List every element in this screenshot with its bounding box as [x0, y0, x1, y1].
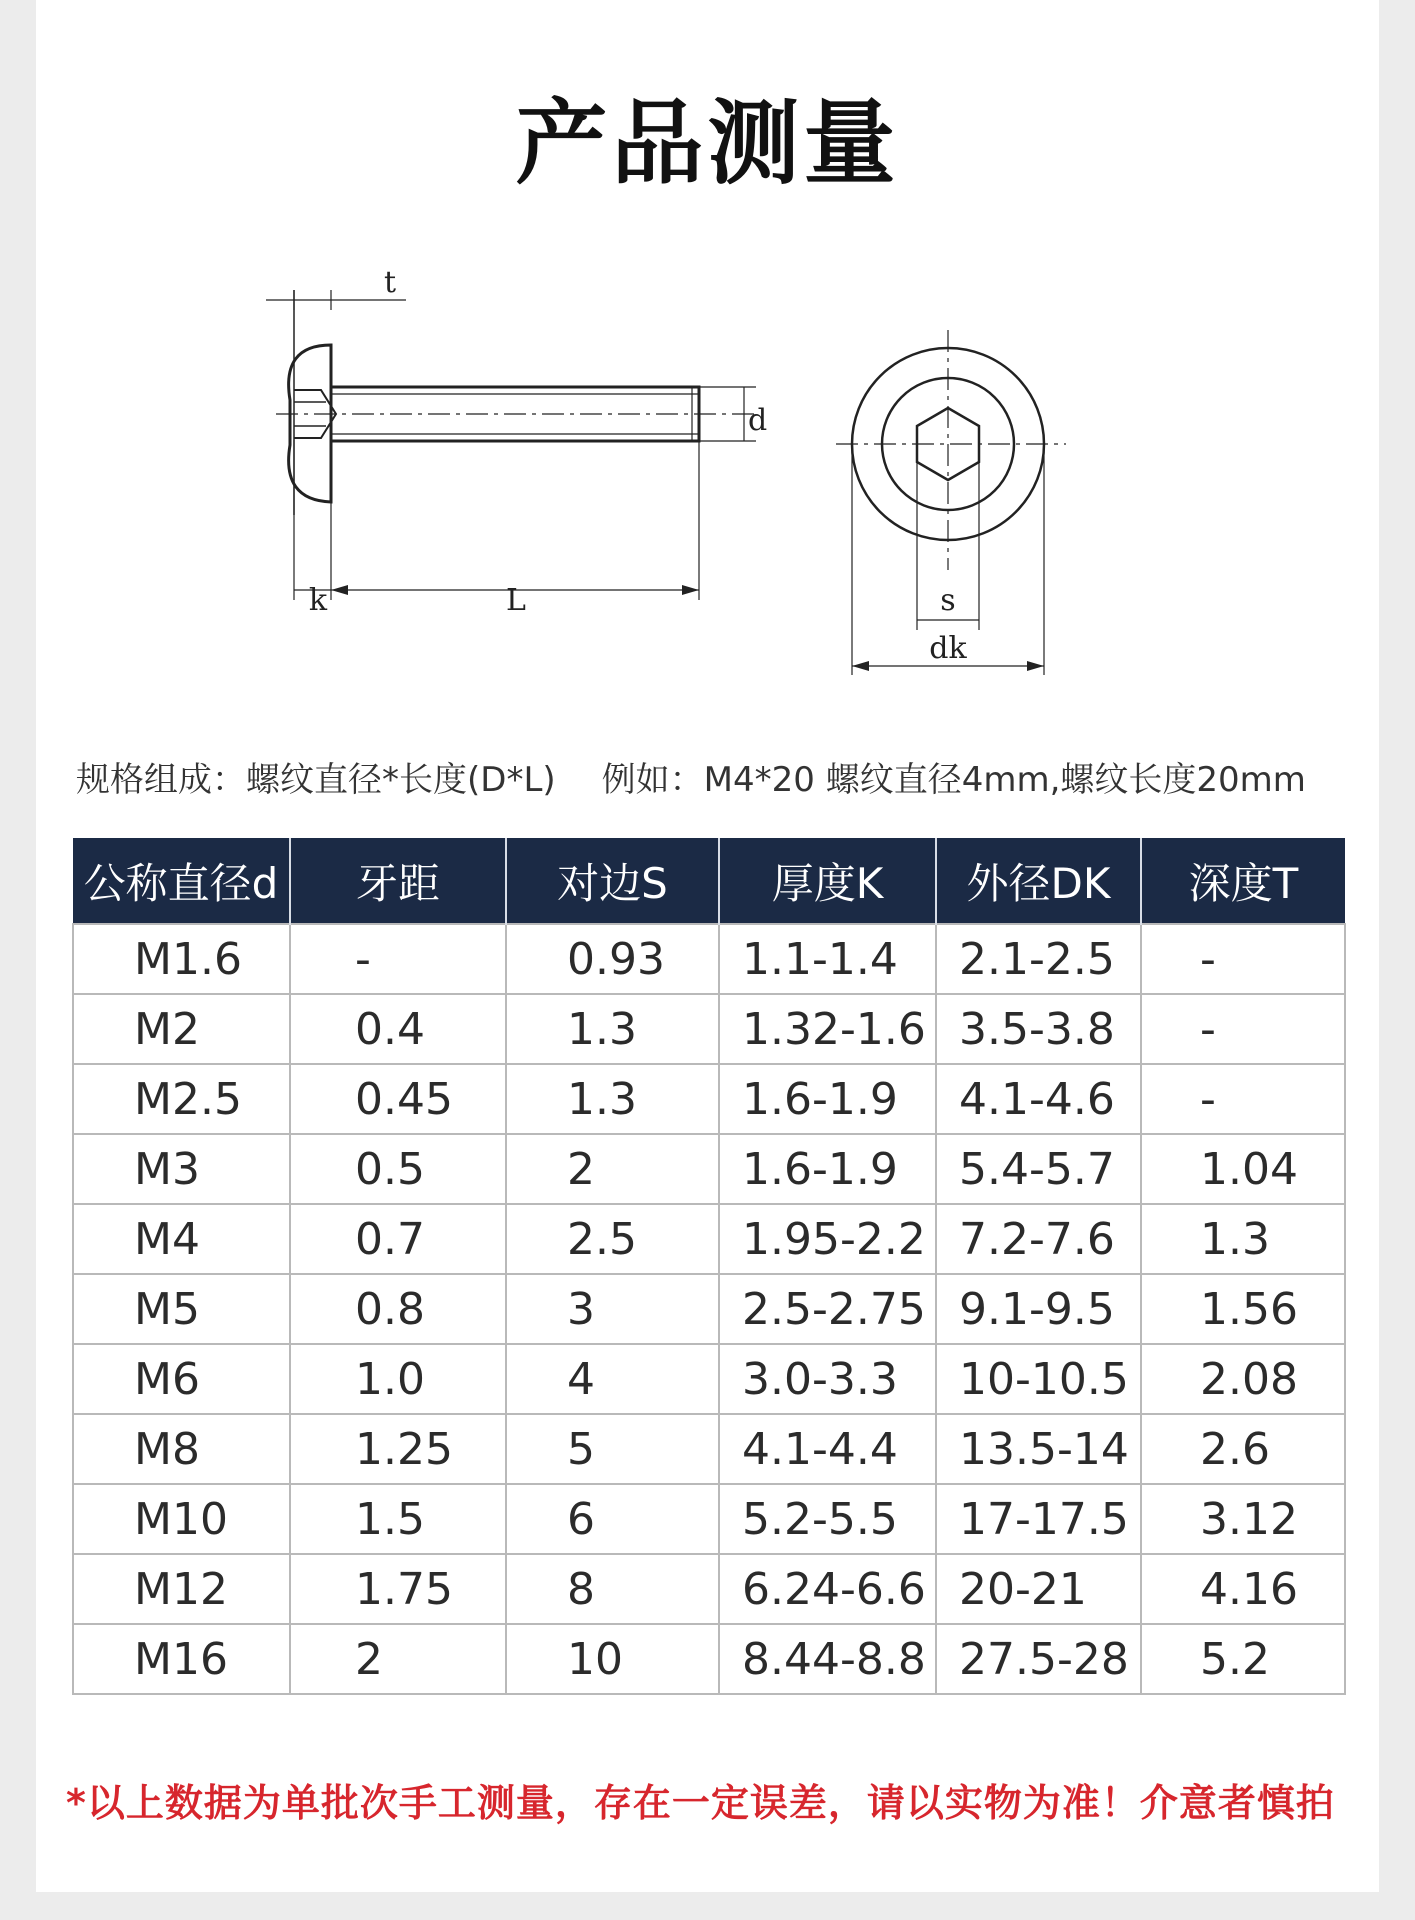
table-row — [73, 1274, 1345, 1344]
cell-diameter: M6 — [73, 1344, 290, 1414]
cell-head-diameter: 2.1-2.5 — [936, 924, 1141, 994]
dimension-table — [72, 838, 1346, 1695]
cell-diameter: M5 — [73, 1274, 290, 1344]
cell-head-thickness: 1.1-1.4 — [719, 924, 936, 994]
cell-pitch: 0.45 — [290, 1064, 506, 1134]
table-row — [73, 924, 1345, 994]
cell-socket-depth: 1.56 — [1141, 1274, 1345, 1344]
screw-head-outline — [289, 345, 331, 502]
table-row — [73, 1554, 1345, 1624]
cell-pitch: 2 — [290, 1624, 506, 1694]
spec-composition-line — [76, 752, 1376, 801]
table-row — [73, 1624, 1345, 1694]
cell-pitch: 1.5 — [290, 1484, 506, 1554]
cell-across-flats: 0.93 — [506, 924, 719, 994]
cell-socket-depth: - — [1141, 994, 1345, 1064]
cell-diameter: M8 — [73, 1414, 290, 1484]
cell-head-thickness: 1.32-1.6 — [719, 994, 936, 1064]
screw-front-view — [836, 330, 1066, 675]
header-socket-depth: 深度T — [1141, 838, 1345, 924]
table-row — [73, 994, 1345, 1064]
cell-across-flats: 1.3 — [506, 1064, 719, 1134]
cell-pitch: - — [290, 924, 506, 994]
label-k: k — [308, 583, 328, 618]
cell-socket-depth: 1.3 — [1141, 1204, 1345, 1274]
cell-head-diameter: 10-10.5 — [936, 1344, 1141, 1414]
cell-diameter: M1.6 — [73, 924, 290, 994]
cell-head-diameter: 9.1-9.5 — [936, 1274, 1141, 1344]
table-row — [73, 1414, 1345, 1484]
cell-head-thickness: 3.0-3.3 — [719, 1344, 936, 1414]
cell-socket-depth: 5.2 — [1141, 1624, 1345, 1694]
table-header-row — [73, 838, 1345, 924]
cell-diameter: M2 — [73, 994, 290, 1064]
cell-pitch: 1.25 — [290, 1414, 506, 1484]
cell-head-thickness: 1.6-1.9 — [719, 1134, 936, 1204]
cell-head-thickness: 4.1-4.4 — [719, 1414, 936, 1484]
header-pitch: 牙距 — [290, 838, 506, 924]
cell-diameter: M4 — [73, 1204, 290, 1274]
cell-head-diameter: 5.4-5.7 — [936, 1134, 1141, 1204]
cell-pitch: 0.7 — [290, 1204, 506, 1274]
cell-socket-depth: 3.12 — [1141, 1484, 1345, 1554]
cell-pitch: 0.5 — [290, 1134, 506, 1204]
table-row — [73, 1064, 1345, 1134]
cell-across-flats: 3 — [506, 1274, 719, 1344]
cell-across-flats: 5 — [506, 1414, 719, 1484]
screw-dimension-drawing — [36, 270, 1379, 690]
cell-across-flats: 8 — [506, 1554, 719, 1624]
cell-head-thickness: 8.44-8.8 — [719, 1624, 936, 1694]
cell-pitch: 1.75 — [290, 1554, 506, 1624]
cell-head-thickness: 5.2-5.5 — [719, 1484, 936, 1554]
cell-across-flats: 2.5 — [506, 1204, 719, 1274]
cell-socket-depth: 4.16 — [1141, 1554, 1345, 1624]
cell-head-thickness: 6.24-6.6 — [719, 1554, 936, 1624]
table-row — [73, 1204, 1345, 1274]
table-row — [73, 1344, 1345, 1414]
cell-socket-depth: 1.04 — [1141, 1134, 1345, 1204]
cell-head-diameter: 4.1-4.6 — [936, 1064, 1141, 1134]
cell-across-flats: 10 — [506, 1624, 719, 1694]
cell-across-flats: 1.3 — [506, 994, 719, 1064]
product-card — [36, 0, 1379, 1892]
spec-composition: 规格组成：螺纹直径*长度(D*L) — [76, 760, 556, 800]
cell-diameter: M3 — [73, 1134, 290, 1204]
cell-pitch: 1.0 — [290, 1344, 506, 1414]
cell-head-diameter: 3.5-3.8 — [936, 994, 1141, 1064]
cell-pitch: 0.8 — [290, 1274, 506, 1344]
cell-socket-depth: 2.08 — [1141, 1344, 1345, 1414]
cell-across-flats: 2 — [506, 1134, 719, 1204]
label-d: d — [748, 403, 768, 438]
cell-diameter: M16 — [73, 1624, 290, 1694]
header-head-diameter: 外径DK — [936, 838, 1141, 924]
header-across-flats: 对边S — [506, 838, 719, 924]
cell-diameter: M10 — [73, 1484, 290, 1554]
cell-head-thickness: 1.6-1.9 — [719, 1064, 936, 1134]
page-title: 产品测量 — [515, 90, 900, 197]
label-L: L — [506, 583, 526, 618]
cell-head-diameter: 17-17.5 — [936, 1484, 1141, 1554]
cell-pitch: 0.4 — [290, 994, 506, 1064]
cell-head-diameter: 7.2-7.6 — [936, 1204, 1141, 1274]
spec-example: 例如：M4*20 螺纹直径4mm,螺纹长度20mm — [601, 760, 1306, 800]
label-t: t — [384, 270, 397, 300]
cell-diameter: M12 — [73, 1554, 290, 1624]
cell-head-thickness: 2.5-2.75 — [719, 1274, 936, 1344]
screw-side-view — [266, 290, 756, 600]
table-row — [73, 1134, 1345, 1204]
header-nominal-diameter: 公称直径d — [73, 838, 290, 924]
cell-across-flats: 6 — [506, 1484, 719, 1554]
cell-socket-depth: - — [1141, 1064, 1345, 1134]
screw-drawing-svg — [36, 270, 1379, 690]
cell-diameter: M2.5 — [73, 1064, 290, 1134]
cell-socket-depth: 2.6 — [1141, 1414, 1345, 1484]
cell-head-diameter: 20-21 — [936, 1554, 1141, 1624]
table-row — [73, 1484, 1345, 1554]
cell-across-flats: 4 — [506, 1344, 719, 1414]
measurement-disclaimer: *以上数据为单批次手工测量，存在一定误差，请以实物为准！介意者慎拍 — [66, 1781, 1335, 1825]
cell-head-thickness: 1.95-2.2 — [719, 1204, 936, 1274]
cell-head-diameter: 27.5-28 — [936, 1624, 1141, 1694]
cell-head-diameter: 13.5-14 — [936, 1414, 1141, 1484]
label-dk: dk — [929, 631, 967, 666]
cell-socket-depth: - — [1141, 924, 1345, 994]
header-head-thickness: 厚度K — [719, 838, 936, 924]
label-s: s — [940, 583, 956, 618]
